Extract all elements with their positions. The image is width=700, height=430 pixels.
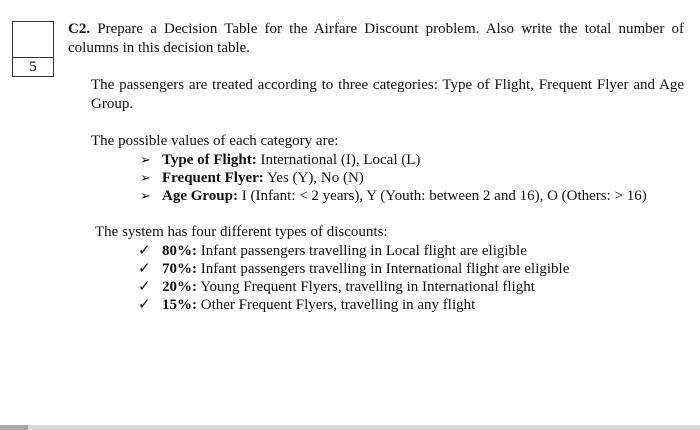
question-content bbox=[68, 20, 684, 314]
category-text: I (Infant: < 2 years), Y (Youth: between 2 and 16), O (Others: > 16) bbox=[237, 188, 647, 204]
question-prompt bbox=[68, 20, 684, 58]
discount-label: 80%: bbox=[162, 243, 197, 259]
scrollbar-thumb[interactable] bbox=[0, 425, 28, 430]
check-bullet-icon: ✓ bbox=[138, 279, 151, 295]
discount-text: Infant passengers travelling in Local flight are eligible bbox=[197, 243, 527, 259]
list-item bbox=[68, 187, 684, 205]
check-bullet-icon: ✓ bbox=[138, 297, 151, 313]
question-text: Prepare a Decision Table for the Airfare Discount problem. Also write the total number of columns in this decision table. bbox=[68, 21, 684, 56]
list-item bbox=[68, 260, 684, 278]
discounts-list bbox=[68, 242, 684, 314]
arrow-bullet-icon: ➢ bbox=[140, 152, 151, 167]
discount-label: 70%: bbox=[162, 261, 197, 277]
check-bullet-icon: ✓ bbox=[138, 243, 151, 259]
marks-box bbox=[12, 21, 54, 77]
discount-text: Young Frequent Flyers, travelling in International flight bbox=[197, 279, 535, 295]
discounts-intro: The system has four different types of discounts: bbox=[95, 224, 388, 240]
category-label: Age Group: bbox=[162, 188, 238, 204]
category-values-list bbox=[68, 151, 684, 205]
list-item bbox=[68, 242, 684, 260]
discount-label: 20%: bbox=[162, 279, 197, 295]
marks-value: 5 bbox=[29, 59, 37, 75]
horizontal-scrollbar[interactable] bbox=[0, 425, 700, 430]
check-bullet-icon: ✓ bbox=[138, 261, 151, 277]
list-item bbox=[68, 151, 684, 169]
category-text: Yes (Y), No (N) bbox=[263, 170, 364, 186]
values-intro: The possible values of each category are: bbox=[91, 133, 339, 149]
category-label: Frequent Flyer: bbox=[162, 170, 264, 186]
discount-text: Infant passengers travelling in International flight are eligible bbox=[197, 261, 570, 277]
category-label: Type of Flight: bbox=[162, 152, 257, 168]
category-text: International (I), Local (L) bbox=[256, 152, 421, 168]
list-item bbox=[68, 296, 684, 314]
list-item bbox=[68, 278, 684, 296]
discount-text: Other Frequent Flyers, travelling in any flight bbox=[197, 297, 476, 313]
categories-intro: The passengers are treated according to three categories: Type of Flight, Frequent Flyer and Age Group. bbox=[91, 77, 684, 112]
arrow-bullet-icon: ➢ bbox=[140, 188, 151, 203]
question-id: C2. bbox=[68, 21, 91, 37]
arrow-bullet-icon: ➢ bbox=[140, 170, 151, 185]
list-item bbox=[68, 169, 684, 187]
discount-label: 15%: bbox=[162, 297, 197, 313]
